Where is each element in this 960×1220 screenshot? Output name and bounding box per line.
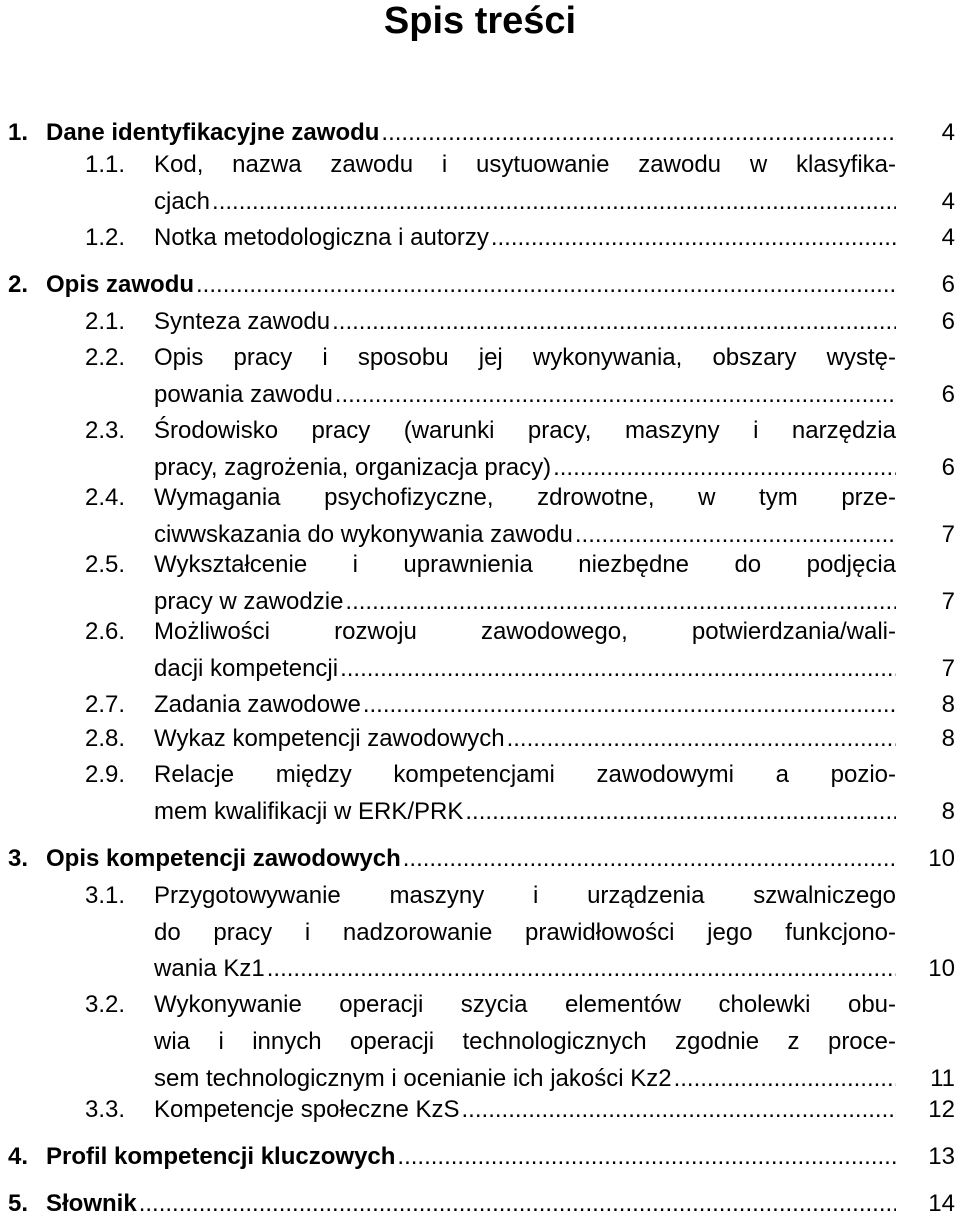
toc-entry-title: Przygotowywanie maszyny i urządzenia szwalniczego bbox=[154, 882, 896, 909]
toc-entry-title: Opis pracy i sposobu jej wykonywania, obszary wystę- bbox=[154, 344, 896, 371]
page-number: 12 bbox=[928, 1096, 955, 1123]
toc-entry-title: Kod, nazwa zawodu i usytuowanie zawodu w klasyfika- bbox=[154, 151, 896, 178]
toc-entry-number: 2.3. bbox=[85, 417, 126, 444]
dot-leader bbox=[196, 268, 896, 301]
page-number: 4 bbox=[941, 119, 955, 146]
toc-entry-number: 2. bbox=[8, 271, 29, 298]
dot-leader bbox=[267, 952, 896, 985]
toc-entry-title: Notka metodologiczna i autorzy bbox=[154, 224, 489, 251]
toc-entry-title: Słownik bbox=[46, 1190, 137, 1217]
dot-leader bbox=[212, 185, 896, 218]
toc-entry-title: cjach bbox=[154, 188, 211, 215]
toc-entry-title: Kompetencje społeczne KzS bbox=[154, 1096, 460, 1123]
toc-entry-number: 2.2. bbox=[85, 344, 126, 371]
toc-entry-number: 2.7. bbox=[85, 691, 126, 718]
page-number: 7 bbox=[941, 655, 955, 682]
dot-leader bbox=[332, 305, 896, 338]
toc-entry-title: Relacje między kompetencjami zawodowymi a pozio- bbox=[154, 761, 896, 788]
toc-entry-number: 1.2. bbox=[85, 224, 126, 251]
toc-entry-number: 1. bbox=[8, 119, 29, 146]
toc-entry-title: pracy, zagrożenia, organizacja pracy) bbox=[154, 454, 552, 481]
dot-leader bbox=[345, 585, 896, 618]
toc-entry-title: do pracy i nadzorowanie prawidłowości jego funkcjono- bbox=[154, 919, 896, 946]
toc-entry-title: sem technologicznym i ocenianie ich jakości Kz2 bbox=[154, 1065, 672, 1092]
toc-entry-title: pracy w zawodzie bbox=[154, 588, 344, 615]
dot-leader bbox=[403, 842, 896, 875]
page-number: 4 bbox=[941, 188, 955, 215]
toc-entry-number: 3.1. bbox=[85, 882, 126, 909]
dot-leader bbox=[575, 518, 896, 551]
toc-entry-title: Możliwości rozwoju zawodowego, potwierdzania/wali- bbox=[154, 618, 896, 645]
page-number: 8 bbox=[941, 691, 955, 718]
dot-leader bbox=[381, 116, 896, 149]
toc-entry-number: 3.3. bbox=[85, 1096, 126, 1123]
page-number: 7 bbox=[941, 588, 955, 615]
toc-entry-title: Profil kompetencji kluczowych bbox=[46, 1143, 396, 1170]
dot-leader bbox=[465, 795, 896, 828]
page-number: 6 bbox=[941, 454, 955, 481]
toc-entry-title: Środowisko pracy (warunki pracy, maszyny i narzędzia bbox=[154, 417, 896, 444]
toc-entry-title: wia i innych operacji technologicznych zgodnie z proce- bbox=[154, 1028, 896, 1055]
toc-entry-number: 2.5. bbox=[85, 551, 126, 578]
page-number: 6 bbox=[941, 308, 955, 335]
page-number: 4 bbox=[941, 224, 955, 251]
toc-entry-title: Wykonywanie operacji szycia elementów cholewki obu- bbox=[154, 991, 896, 1018]
dot-leader bbox=[462, 1093, 896, 1126]
page-number: 6 bbox=[941, 381, 955, 408]
dot-leader bbox=[491, 221, 896, 254]
page-number: 8 bbox=[941, 798, 955, 825]
toc-entry-title: Dane identyfikacyjne zawodu bbox=[46, 119, 380, 146]
dot-leader bbox=[553, 451, 896, 484]
page-number: 8 bbox=[941, 725, 955, 752]
dot-leader bbox=[139, 1187, 896, 1220]
toc-entry-title: dacji kompetencji bbox=[154, 655, 339, 682]
toc-entry-title: powania zawodu bbox=[154, 381, 333, 408]
toc-entry-title: Zadania zawodowe bbox=[154, 691, 361, 718]
toc-entry-title: Opis zawodu bbox=[46, 271, 195, 298]
page-number: 14 bbox=[928, 1190, 955, 1217]
toc-entry-number: 2.6. bbox=[85, 618, 126, 645]
page-number: 6 bbox=[941, 271, 955, 298]
toc-entry-number: 3.2. bbox=[85, 991, 126, 1018]
toc-entry-title: Synteza zawodu bbox=[154, 308, 331, 335]
toc-entry-title: Wykształcenie i uprawnienia niezbędne do podjęcia bbox=[154, 551, 896, 578]
page-number: 13 bbox=[928, 1143, 955, 1170]
toc-entry-title: mem kwalifikacji w ERK/PRK bbox=[154, 798, 464, 825]
toc-entry-title: ciwwskazania do wykonywania zawodu bbox=[154, 521, 573, 548]
dot-leader bbox=[674, 1062, 896, 1095]
toc-entry-number: 1.1. bbox=[85, 151, 126, 178]
dot-leader bbox=[335, 378, 896, 411]
dot-leader bbox=[363, 688, 896, 721]
toc-entry-number: 2.1. bbox=[85, 308, 126, 335]
page-number: 10 bbox=[928, 845, 955, 872]
toc-entry-number: 2.4. bbox=[85, 484, 126, 511]
page-number: 7 bbox=[941, 521, 955, 548]
toc-entry-title: wania Kz1 bbox=[154, 955, 265, 982]
toc-entry-title: Wymagania psychofizyczne, zdrowotne, w tym prze- bbox=[154, 484, 896, 511]
toc-entry-number: 2.9. bbox=[85, 761, 126, 788]
toc-entry-title: Opis kompetencji zawodowych bbox=[46, 845, 401, 872]
dot-leader bbox=[340, 652, 896, 685]
toc-entry-number: 4. bbox=[8, 1143, 29, 1170]
toc-entry-title: Wykaz kompetencji zawodowych bbox=[154, 725, 505, 752]
dot-leader bbox=[397, 1140, 896, 1173]
page-number: 10 bbox=[928, 955, 955, 982]
toc-entry-number: 2.8. bbox=[85, 725, 126, 752]
toc-entry-number: 3. bbox=[8, 845, 29, 872]
dot-leader bbox=[507, 722, 896, 755]
page-title: Spis treści bbox=[383, 0, 577, 42]
page-number: 11 bbox=[930, 1065, 955, 1092]
toc-entry-number: 5. bbox=[8, 1190, 29, 1217]
